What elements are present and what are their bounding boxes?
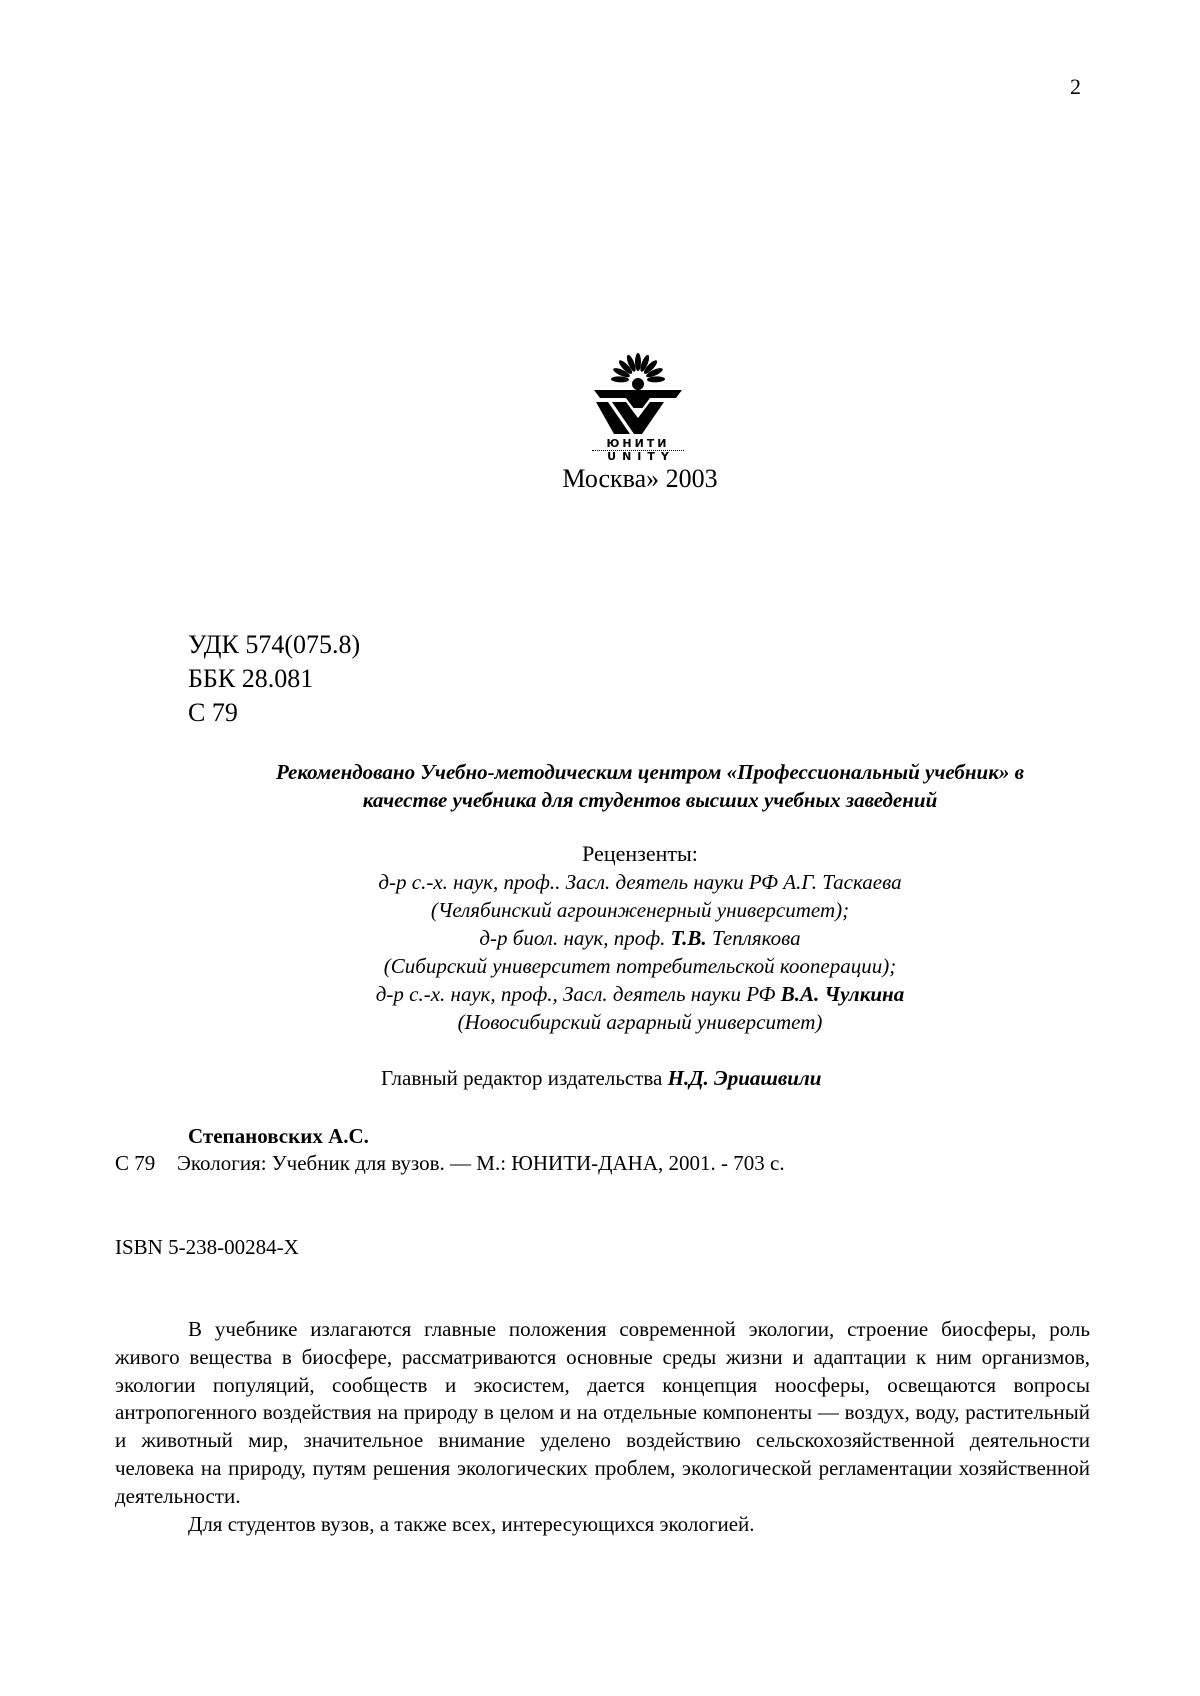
editor-label: Главный редактор издательства xyxy=(381,1066,668,1090)
page-number: 2 xyxy=(1070,74,1081,99)
logo-text-ru: ЮНИТИ xyxy=(606,437,670,450)
reviewer-2-org: (Сибирский университет потребительской кооперации); xyxy=(383,954,897,978)
reviewer-2-name: Теплякова xyxy=(706,926,801,950)
recommendation-line-2: качестве учебника для студентов высших учебных заведений xyxy=(362,788,938,812)
reviewer-3-org: (Новосибирский аграрный университет) xyxy=(457,1010,823,1034)
reviewer-3 xyxy=(200,980,1080,1008)
reviewer-3-name: В.А. Чулкина xyxy=(780,982,905,1006)
logo-text-en: UNITY xyxy=(592,450,684,463)
reviewer-3-prefix: д-р с.-х. наук, проф., Засл. деятель науки РФ xyxy=(375,982,781,1006)
reviewer-2-initials: Т.В. xyxy=(670,926,707,950)
author-name: Степановских А.С. xyxy=(188,1124,369,1148)
recommendation-note xyxy=(150,758,1150,814)
editor-name: Н.Д. Эриашвили xyxy=(667,1066,822,1090)
biblio-text: Экология: Учебник для вузов. — М.: ЮНИТИ-ДАНА, 2001. - 703 с. xyxy=(177,1151,785,1175)
city-year: Москва» 2003 xyxy=(562,464,718,493)
unity-logo-icon xyxy=(592,352,684,438)
biblio-code: С 79 xyxy=(115,1151,156,1175)
reviewer-1-org: (Челябинский агроинженерный университет); xyxy=(430,898,850,922)
reviewers-heading: Рецензенты: xyxy=(582,841,698,866)
reviewer-2-prefix: д-р биол. наук, проф. xyxy=(479,926,671,950)
abstract xyxy=(115,1316,1090,1538)
classification-codes xyxy=(188,628,360,730)
bbk-code: ББК 28.081 xyxy=(188,664,314,693)
recommendation-line-1: Рекомендовано Учебно-методическим центром «Профессиональный учебник» в xyxy=(275,760,1025,784)
reviewer-2 xyxy=(200,924,1080,952)
chief-editor xyxy=(381,1066,821,1091)
abstract-paragraph-2: Для студентов вузов, а также всех, интересующихся экологией. xyxy=(188,1511,755,1536)
reviewers-block xyxy=(200,840,1080,1036)
udk-code: УДК 574(075.8) xyxy=(188,630,361,659)
publisher-logo xyxy=(592,352,684,463)
bibliographic-record xyxy=(115,1151,785,1176)
abstract-paragraph-1: В учебнике излагаются главные положения современной экологии, строение биосферы, роль живого вещества в биосфере, рассматриваются основные среды жизни и адаптации к ним организмов, экологии популяций, сообществ и экосистем, дается концепция ноосферы, освещаются вопросы антропогенного воздействия на природу в целом и на отдельные компоненты — воздух, воду, растительный и животный мир, значительное внимание уделено воздействию сельскохозяйственной деятельности человека на природу, путям решения экологических проблем, экологической регламентации хозяйственной деятельности. xyxy=(115,1317,1090,1508)
isbn: ISBN 5-238-00284-X xyxy=(115,1235,299,1259)
reviewer-1: д-р с.-х. наук, проф.. Засл. деятель науки РФ А.Г. Таскаева xyxy=(378,870,902,894)
author-mark-code: С 79 xyxy=(188,698,238,727)
